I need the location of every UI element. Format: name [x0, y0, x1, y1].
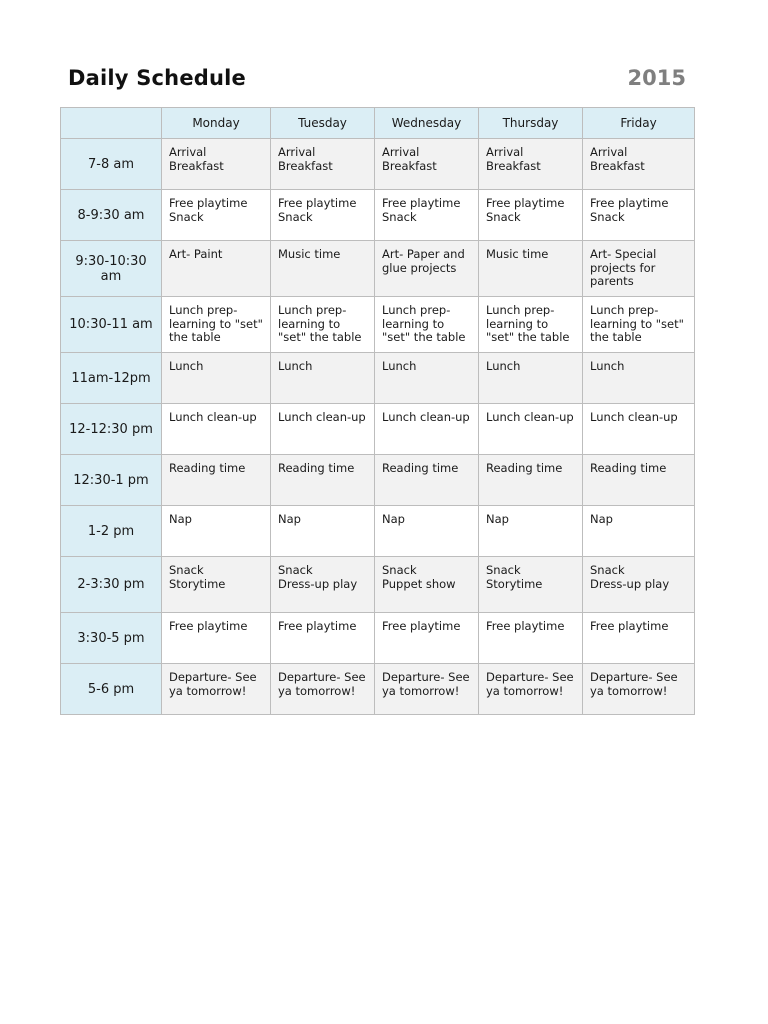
schedule-cell: Art- Special projects for parents	[583, 241, 695, 297]
schedule-cell: Nap	[162, 506, 271, 557]
table-row	[61, 353, 695, 404]
table-row	[61, 557, 695, 613]
page-year: 2015	[627, 66, 686, 90]
schedule-cell: Free playtime	[375, 613, 479, 664]
schedule-table	[60, 107, 695, 715]
time-slot: 3:30-5 pm	[61, 613, 162, 664]
table-row	[61, 506, 695, 557]
schedule-cell: Free playtime Snack	[375, 190, 479, 241]
schedule-cell: Music time	[479, 241, 583, 297]
schedule-cell: Nap	[479, 506, 583, 557]
table-row	[61, 404, 695, 455]
schedule-cell: Nap	[375, 506, 479, 557]
schedule-cell: Departure- See ya tomorrow!	[162, 664, 271, 715]
schedule-cell: Snack Dress-up play	[583, 557, 695, 613]
schedule-cell: Arrival Breakfast	[271, 139, 375, 190]
schedule-cell: Lunch	[479, 353, 583, 404]
schedule-cell: Lunch clean-up	[375, 404, 479, 455]
header-row	[61, 108, 695, 139]
schedule-cell: Snack Storytime	[162, 557, 271, 613]
schedule-cell: Lunch	[271, 353, 375, 404]
time-slot: 2-3:30 pm	[61, 557, 162, 613]
day-header-friday: Friday	[583, 108, 695, 139]
time-slot: 11am-12pm	[61, 353, 162, 404]
time-slot: 9:30-10:30 am	[61, 241, 162, 297]
schedule-cell: Art- Paint	[162, 241, 271, 297]
time-slot: 10:30-11 am	[61, 297, 162, 353]
schedule-cell: Free playtime Snack	[583, 190, 695, 241]
time-slot: 7-8 am	[61, 139, 162, 190]
day-header-monday: Monday	[162, 108, 271, 139]
schedule-cell: Lunch clean-up	[583, 404, 695, 455]
schedule-cell: Arrival Breakfast	[583, 139, 695, 190]
day-header-wednesday: Wednesday	[375, 108, 479, 139]
time-slot: 1-2 pm	[61, 506, 162, 557]
schedule-cell: Reading time	[162, 455, 271, 506]
schedule-cell: Snack Puppet show	[375, 557, 479, 613]
table-row	[61, 613, 695, 664]
table-row	[61, 455, 695, 506]
schedule-cell: Arrival Breakfast	[375, 139, 479, 190]
schedule-cell: Departure- See ya tomorrow!	[271, 664, 375, 715]
day-header-tuesday: Tuesday	[271, 108, 375, 139]
schedule-cell: Reading time	[375, 455, 479, 506]
schedule-cell: Lunch prep- learning to "set" the table	[375, 297, 479, 353]
schedule-cell: Lunch	[583, 353, 695, 404]
table-row	[61, 241, 695, 297]
schedule-cell: Lunch clean-up	[479, 404, 583, 455]
schedule-cell: Lunch prep- learning to "set" the table	[271, 297, 375, 353]
day-header-thursday: Thursday	[479, 108, 583, 139]
schedule-cell: Free playtime	[162, 613, 271, 664]
schedule-cell: Snack Storytime	[479, 557, 583, 613]
schedule-cell: Lunch	[375, 353, 479, 404]
table-row	[61, 190, 695, 241]
schedule-cell: Snack Dress-up play	[271, 557, 375, 613]
schedule-cell: Music time	[271, 241, 375, 297]
corner-cell	[61, 108, 162, 139]
schedule-cell: Departure- See ya tomorrow!	[375, 664, 479, 715]
schedule-cell: Reading time	[479, 455, 583, 506]
schedule-cell: Arrival Breakfast	[162, 139, 271, 190]
page-title: Daily Schedule	[68, 66, 246, 90]
schedule-cell: Nap	[583, 506, 695, 557]
time-slot: 12-12:30 pm	[61, 404, 162, 455]
schedule-cell: Lunch clean-up	[271, 404, 375, 455]
schedule-cell: Departure- See ya tomorrow!	[583, 664, 695, 715]
schedule-cell: Free playtime	[479, 613, 583, 664]
schedule-cell: Free playtime Snack	[271, 190, 375, 241]
schedule-cell: Lunch	[162, 353, 271, 404]
schedule-cell: Departure- See ya tomorrow!	[479, 664, 583, 715]
schedule-cell: Reading time	[271, 455, 375, 506]
time-slot: 12:30-1 pm	[61, 455, 162, 506]
schedule-cell: Lunch prep- learning to "set" the table	[479, 297, 583, 353]
schedule-cell: Lunch prep- learning to "set" the table	[583, 297, 695, 353]
schedule-cell: Lunch prep- learning to "set" the table	[162, 297, 271, 353]
schedule-cell: Nap	[271, 506, 375, 557]
table-row	[61, 664, 695, 715]
schedule-cell: Free playtime Snack	[162, 190, 271, 241]
schedule-cell: Free playtime	[271, 613, 375, 664]
time-slot: 5-6 pm	[61, 664, 162, 715]
time-slot: 8-9:30 am	[61, 190, 162, 241]
schedule-cell: Reading time	[583, 455, 695, 506]
schedule-cell: Art- Paper and glue projects	[375, 241, 479, 297]
schedule-cell: Free playtime	[583, 613, 695, 664]
schedule-cell: Arrival Breakfast	[479, 139, 583, 190]
table-row	[61, 297, 695, 353]
schedule-cell: Lunch clean-up	[162, 404, 271, 455]
table-row	[61, 139, 695, 190]
schedule-cell: Free playtime Snack	[479, 190, 583, 241]
